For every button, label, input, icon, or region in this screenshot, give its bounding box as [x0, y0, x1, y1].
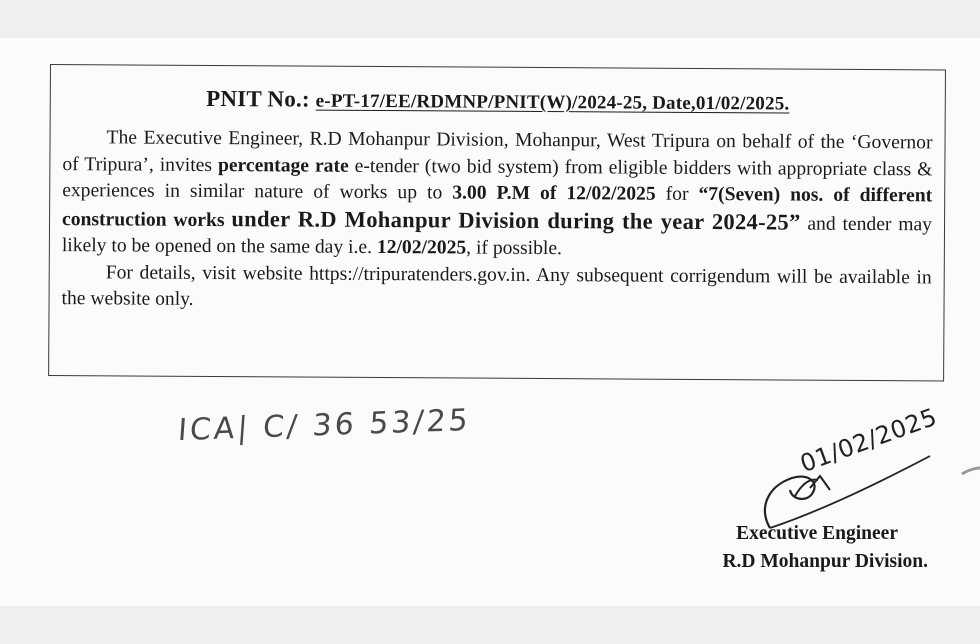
p1-bold-rate: percentage rate: [217, 154, 349, 177]
pnit-reference: e-PT-17/EE/RDMNP/PNIT(W)/2024-25, Date,01/02/2025.: [315, 90, 790, 115]
signature-date: 01/02/2025: [796, 402, 941, 478]
notice-paragraph-1: [62, 125, 933, 265]
p1-bold-deadline: 3.00 P.M of 12/02/2025: [452, 182, 656, 205]
designation: Executive Engineer: [736, 523, 898, 544]
document-page: [0, 38, 980, 606]
notice-heading: [51, 85, 945, 116]
p1-bold-works: “7(Seven) nos. of different construction works: [61, 183, 933, 231]
tender-notice-box: [48, 64, 946, 381]
notice-body: [61, 125, 932, 318]
p1-bold-opening-date: 12/02/2025: [376, 237, 467, 259]
signature-block: [722, 520, 928, 576]
p1-text-4: and tender may likely to be opened on the same day i.e.: [61, 213, 933, 259]
p1-text-5: , if possible.: [466, 237, 563, 260]
p1-text-2: e-tender (two bid system) from eligible bidders with appropriate class & experiences in similar nature of works up to: [62, 155, 933, 204]
p1-text-3: for: [655, 183, 699, 205]
p1-bold-division: under R.D Mohanpur Division during the year 2024-25”: [231, 205, 801, 235]
notice-paragraph-2: For details, visit website https://tripuratenders.gov.in. Any subsequent corrigendum will be available in the website only.: [61, 261, 932, 310]
office-name: R.D Mohanpur Division.: [722, 551, 928, 572]
p1-text-1: The Executive Engineer, R.D Mohanpur Division, Mohanpur, West Tripura on behalf of the ‘Governor of Tripura’, invites: [62, 127, 933, 176]
heading-prefix: PNIT No.:: [206, 85, 310, 112]
handwritten-reference: ICA| C/ 36 53/25: [176, 402, 472, 449]
